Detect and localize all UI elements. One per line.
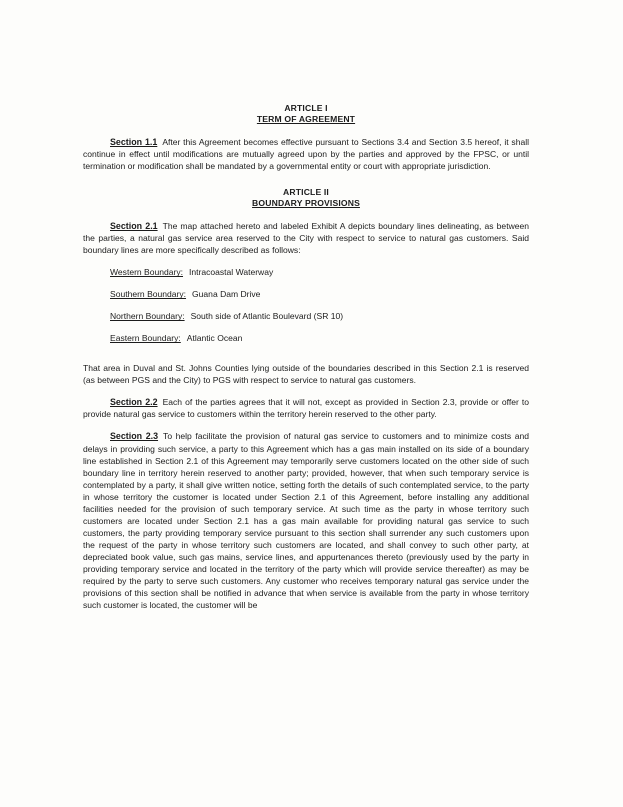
article-1-heading: ARTICLE I	[284, 103, 328, 113]
section-1-1-paragraph	[83, 136, 529, 172]
section-2-2-label: Section 2.2	[110, 397, 158, 408]
section-1-1-label: Section 1.1	[110, 137, 158, 147]
boundary-eastern	[110, 332, 529, 354]
article-1-heading-block	[83, 103, 529, 124]
article-2-heading: ARTICLE II	[283, 187, 329, 198]
section-2-1-text: The map attached hereto and labeled Exhibit A depicts boundary lines delineating, as between the parties, a natural gas service area reserved to the City with respect to service to natural gas customers. Said boundary lines are more specifically described as follows:	[83, 221, 529, 256]
section-2-1-paragraph	[83, 220, 529, 256]
article-2-title: BOUNDARY PROVISIONS	[252, 197, 360, 208]
article-1-title: TERM OF AGREEMENT	[256, 113, 356, 124]
section-2-3-paragraph	[83, 430, 529, 611]
reserved-area-paragraph: That area in Duval and St. Johns Counties lying outside of the boundaries described in this Section 2.1 is reserved (as between PGS and the City) to PGS with respect to service to natural gas customers.	[83, 363, 529, 386]
section-2-3-label: Section 2.3	[110, 431, 159, 442]
section-2-1-label: Section 2.1	[110, 221, 158, 232]
section-1-1-text: After this Agreement becomes effective pursuant to Sections 3.4 and Section 3.5 hereof, it shall continue in effect until modifications are mutually agreed upon by the parties and approved by the FPSC, or until termination or modification shall be mandated by a governmental entity or court with appropriate jurisdiction.	[83, 137, 530, 172]
boundary-western	[110, 266, 529, 288]
document-body	[83, 103, 529, 611]
boundary-northern	[110, 310, 529, 332]
boundary-list	[110, 266, 529, 354]
section-2-3-text: To help facilitate the provision of natural gas service to customers and to minimize costs and delays in providing such service, a party to this Agreement which has a gas main installed on its side of a boundary line established in Section 2.1 of this Agreement may temporarily serve customers located on the other side of such boundary line in territory herein reserved to another party; provided, however, that when such temporary service is contemplated by a party, it shall give written notice, setting forth the details of such contemplated service, to the party in whose territory the customer is located under Section 2.1 of this Agreement, before installing any additional facilities needed for the provision of such temporary service. At such time as the party in whose territory such customers are located under Section 2.1 has a gas main available for providing natural gas service to such customers, the party providing temporary service pursuant to this section shall surrender any such customers upon the request of the party in whose territory such customers are located, and shall convey to such other party, at depreciated book value, such gas mains, service lines, and appurtenances thereto (previously used by the party in providing temporary service and located in the territory of the party which will provide service thereafter) as may be required by the party to serve such customers. Any customer who receives temporary natural gas service under the provisions of this section shall be notified in advance that when service is available from the party in whose territory such customer is located, the customer will be	[83, 431, 530, 611]
section-2-2-paragraph	[83, 396, 529, 420]
boundary-southern	[110, 288, 529, 310]
article-2-heading-block	[83, 187, 529, 208]
boundary-value: South side of Atlantic Boulevard (SR 10)	[190, 311, 344, 322]
boundary-value: Guana Dam Drive	[192, 289, 261, 300]
boundary-label: Western Boundary:	[110, 267, 184, 278]
boundary-label: Eastern Boundary:	[110, 333, 181, 344]
boundary-label: Southern Boundary:	[110, 289, 187, 300]
boundary-label: Northern Boundary:	[110, 311, 185, 322]
boundary-value: Intracoastal Waterway	[189, 267, 274, 278]
boundary-value: Atlantic Ocean	[186, 333, 243, 344]
section-2-2-text: Each of the parties agrees that it will not, except as provided in Section 2.3, provide or offer to provide natural gas service to customers within the territory herein reserved to the other party.	[83, 397, 529, 420]
